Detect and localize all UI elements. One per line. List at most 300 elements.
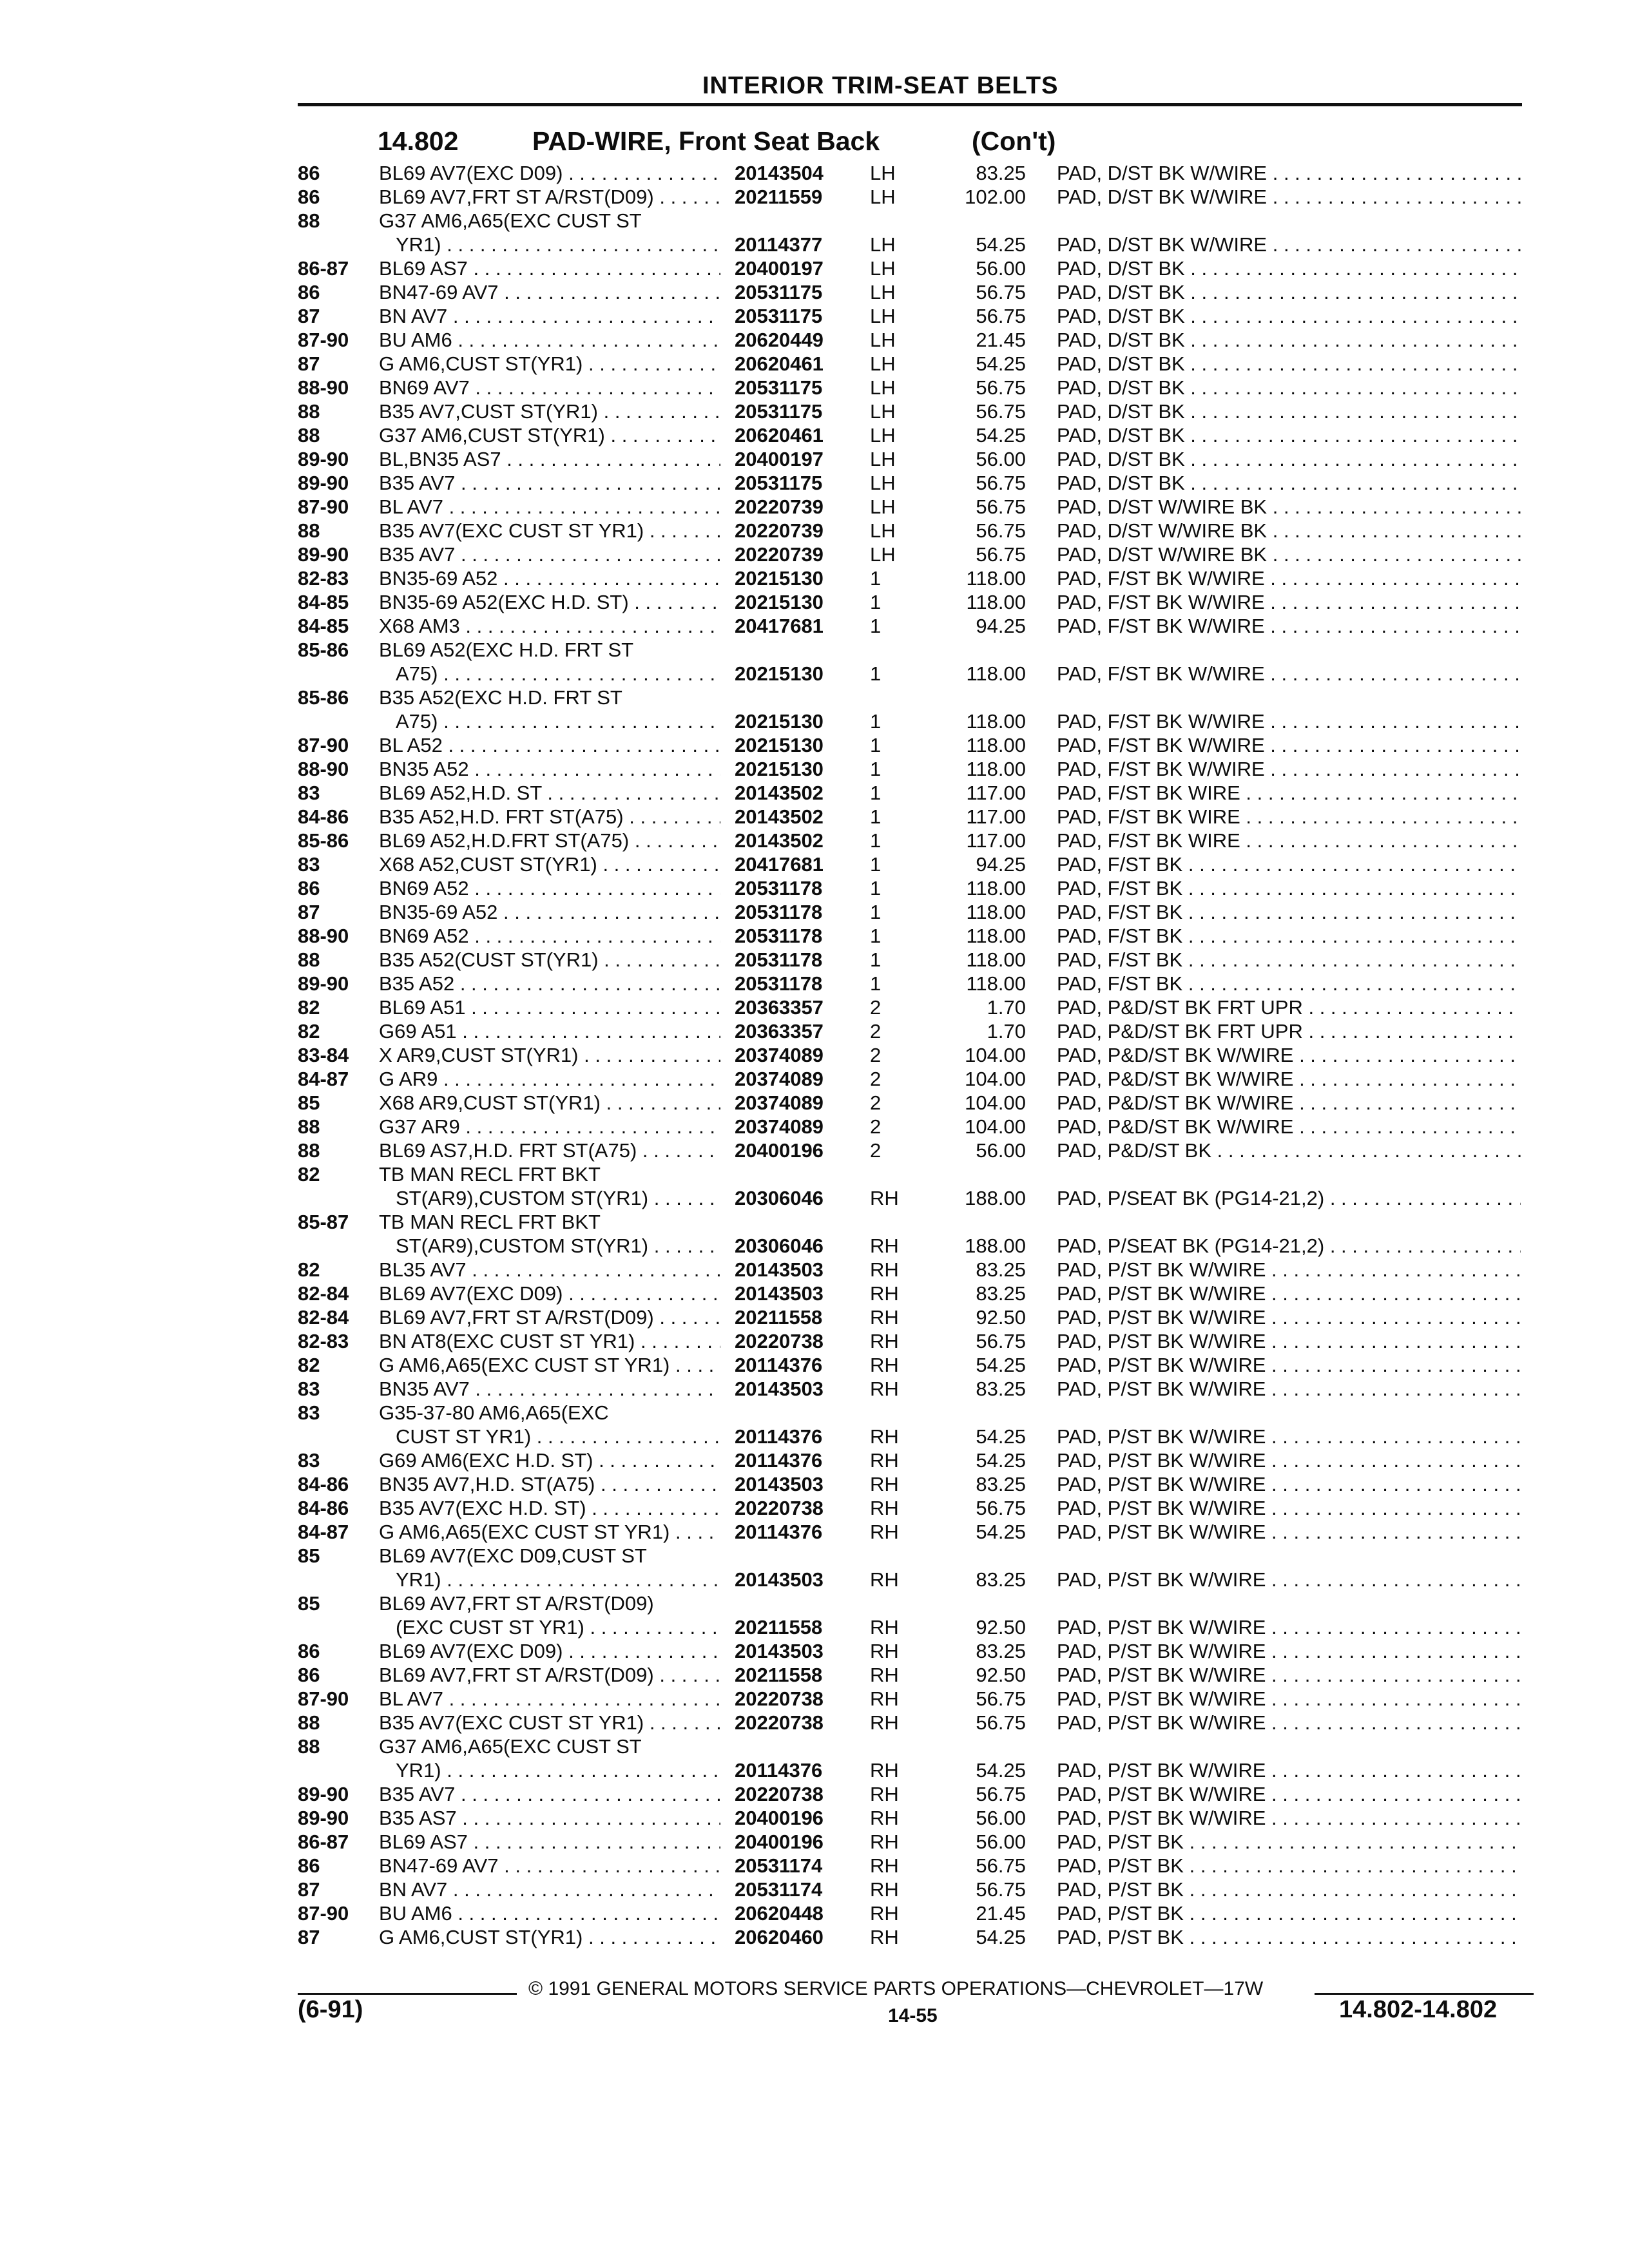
part-number: 20215130 <box>735 758 824 780</box>
part-number: 20531175 <box>735 376 823 399</box>
part-number: 20215130 <box>735 662 824 685</box>
year-range: 89-90 <box>298 448 349 470</box>
price: 56.75 <box>976 1783 1026 1805</box>
quantity: 2 <box>870 1091 882 1114</box>
table-row <box>0 1663 1629 1687</box>
part-number: 20531178 <box>735 877 823 899</box>
quantity: RH <box>870 1664 899 1686</box>
year-range: 86 <box>298 1640 320 1662</box>
table-row <box>0 1925 1629 1949</box>
part-number: 20143502 <box>735 782 824 804</box>
quantity: 2 <box>870 996 882 1019</box>
year-range: 88 <box>298 424 320 447</box>
table-row <box>0 590 1629 614</box>
year-range: 86 <box>298 162 320 184</box>
quantity: RH <box>870 1640 899 1662</box>
table-row <box>0 543 1629 566</box>
table-row <box>0 185 1629 209</box>
year-range: 88 <box>298 1139 320 1162</box>
model-description: X AR9,CUST ST(YR1) . . . <box>379 1043 720 1067</box>
table-row <box>0 1186 1629 1210</box>
year-range: 89-90 <box>298 472 349 494</box>
part-name: PAD, P/ST BK W/WIRE . . . <box>1057 1663 1521 1687</box>
quantity: 2 <box>870 1044 882 1066</box>
table-row <box>0 805 1629 829</box>
table-row <box>0 1735 1629 1758</box>
model-description: B35 A52(EXC H.D. FRT ST <box>379 686 622 709</box>
year-range: 89-90 <box>298 1783 349 1805</box>
part-name: PAD, F/ST BK WIRE . . . <box>1057 805 1521 829</box>
price: 54.25 <box>976 1354 1026 1376</box>
table-row <box>0 352 1629 376</box>
part-number: 20363357 <box>735 996 824 1019</box>
quantity: RH <box>870 1330 899 1352</box>
table-row <box>0 1448 1629 1472</box>
table-row <box>0 1258 1629 1282</box>
year-range: 88-90 <box>298 376 349 399</box>
part-number: 20143503 <box>735 1282 824 1305</box>
quantity: RH <box>870 1449 899 1472</box>
quantity: 1 <box>870 710 882 733</box>
model-description: YR1) . . . <box>379 233 720 256</box>
quantity: 1 <box>870 901 882 923</box>
year-range: 82 <box>298 1354 320 1376</box>
part-name: PAD, P&D/ST BK . . . <box>1057 1139 1521 1162</box>
price: 92.50 <box>976 1664 1026 1686</box>
year-range: 87 <box>298 352 320 375</box>
table-row <box>0 757 1629 781</box>
model-description: BN69 AV7 . . . <box>379 376 720 399</box>
model-description: TB MAN RECL FRT BKT <box>379 1163 601 1186</box>
quantity: RH <box>870 1354 899 1376</box>
part-number: 20114376 <box>735 1521 823 1543</box>
part-name: PAD, P/ST BK W/WIRE . . . <box>1057 1758 1521 1782</box>
part-number: 20620461 <box>735 352 824 375</box>
part-name: PAD, P/ST BK . . . <box>1057 1830 1521 1854</box>
price: 83.25 <box>976 1282 1026 1305</box>
part-name: PAD, D/ST BK . . . <box>1057 399 1521 423</box>
year-range: 87 <box>298 901 320 923</box>
page-title: INTERIOR TRIM-SEAT BELTS <box>702 72 1059 99</box>
price: 1.70 <box>987 996 1026 1019</box>
year-range: 84-85 <box>298 615 349 637</box>
model-description: ST(AR9),CUSTOM ST(YR1) . . . <box>379 1186 720 1210</box>
model-description: B35 A52 . . . <box>379 972 720 995</box>
year-range: 82-84 <box>298 1306 349 1329</box>
price: 56.75 <box>976 1687 1026 1710</box>
model-description: TB MAN RECL FRT BKT <box>379 1211 601 1233</box>
model-description: G AM6,CUST ST(YR1) . . . <box>379 352 720 376</box>
part-number: 20211559 <box>735 186 823 208</box>
part-number: 20143502 <box>735 805 824 828</box>
quantity: RH <box>870 1258 899 1281</box>
part-number: 20220739 <box>735 543 824 566</box>
part-name: PAD, P/ST BK . . . <box>1057 1925 1521 1949</box>
price: 54.25 <box>976 352 1026 375</box>
part-number: 20531178 <box>735 948 823 971</box>
price: 56.75 <box>976 1497 1026 1519</box>
price: 54.25 <box>976 1926 1026 1948</box>
table-row <box>0 1115 1629 1139</box>
price: 56.75 <box>976 1711 1026 1734</box>
table-row <box>0 1329 1629 1353</box>
table-row <box>0 1067 1629 1091</box>
model-description: ST(AR9),CUSTOM ST(YR1) . . . <box>379 1234 720 1258</box>
part-name: PAD, P&D/ST BK W/WIRE . . . <box>1057 1115 1521 1139</box>
model-description: BN35 AV7,H.D. ST(A75) . . . <box>379 1472 720 1496</box>
quantity: 2 <box>870 1020 882 1043</box>
year-range: 88 <box>298 948 320 971</box>
footer-date: (6-91) <box>298 1996 363 2023</box>
year-range: 87-90 <box>298 1687 349 1710</box>
quantity: LH <box>870 472 896 494</box>
year-range: 84-86 <box>298 1473 349 1495</box>
part-name: PAD, P/ST BK W/WIRE . . . <box>1057 1806 1521 1830</box>
table-row <box>0 209 1629 233</box>
table-row <box>0 972 1629 995</box>
table-row <box>0 1139 1629 1162</box>
quantity: LH <box>870 448 896 470</box>
table-row <box>0 1854 1629 1878</box>
table-row <box>0 662 1629 686</box>
quantity: 1 <box>870 734 882 756</box>
quantity: RH <box>870 1807 899 1829</box>
table-row <box>0 614 1629 638</box>
part-number: 20114376 <box>735 1354 823 1376</box>
year-range: 86-87 <box>298 1831 349 1853</box>
year-range: 82 <box>298 1258 320 1281</box>
part-name: PAD, D/ST BK . . . <box>1057 423 1521 447</box>
part-number: 20620461 <box>735 424 824 447</box>
price: 54.25 <box>976 424 1026 447</box>
part-name: PAD, P/ST BK W/WIRE . . . <box>1057 1282 1521 1305</box>
table-row <box>0 852 1629 876</box>
price: 56.75 <box>976 1878 1026 1901</box>
model-description: B35 AV7(EXC CUST ST YR1) . . . <box>379 519 720 543</box>
part-name: PAD, P/ST BK W/WIRE . . . <box>1057 1615 1521 1639</box>
model-description: BN69 A52 . . . <box>379 876 720 900</box>
model-description: B35 AV7 . . . <box>379 471 720 495</box>
price: 118.00 <box>966 948 1026 971</box>
year-range: 86 <box>298 1664 320 1686</box>
part-name: PAD, F/ST BK . . . <box>1057 876 1521 900</box>
part-name: PAD, P/ST BK W/WIRE . . . <box>1057 1520 1521 1544</box>
table-row <box>0 924 1629 948</box>
year-range: 85 <box>298 1544 320 1567</box>
model-description: X68 AR9,CUST ST(YR1) . . . <box>379 1091 720 1115</box>
part-number: 20220738 <box>735 1687 824 1710</box>
model-description: BN47-69 AV7 . . . <box>379 1854 720 1878</box>
part-number: 20531174 <box>735 1878 823 1901</box>
part-name: PAD, D/ST BK . . . <box>1057 328 1521 352</box>
year-range: 83-84 <box>298 1044 349 1066</box>
year-range: 84-86 <box>298 805 349 828</box>
model-description: B35 AV7 . . . <box>379 543 720 566</box>
table-row <box>0 1162 1629 1186</box>
model-description: G AM6,CUST ST(YR1) . . . <box>379 1925 720 1949</box>
part-number: 20220738 <box>735 1497 824 1519</box>
quantity: RH <box>870 1187 899 1209</box>
part-number: 20143503 <box>735 1640 824 1662</box>
model-description: B35 A52(CUST ST(YR1) . . . <box>379 948 720 972</box>
table-row <box>0 709 1629 733</box>
footer-rule-left <box>298 1993 517 1995</box>
model-description: BL,BN35 AS7 . . . <box>379 447 720 471</box>
part-name: PAD, P/ST BK W/WIRE . . . <box>1057 1782 1521 1806</box>
table-row <box>0 1639 1629 1663</box>
price: 56.00 <box>976 1807 1026 1829</box>
part-name: PAD, D/ST BK . . . <box>1057 280 1521 304</box>
quantity: RH <box>870 1306 899 1329</box>
part-name: PAD, F/ST BK WIRE . . . <box>1057 829 1521 852</box>
price: 54.25 <box>976 1759 1026 1782</box>
part-number: 20400196 <box>735 1807 824 1829</box>
table-row <box>0 1234 1629 1258</box>
quantity: RH <box>870 1616 899 1639</box>
quantity: 1 <box>870 805 882 828</box>
quantity: LH <box>870 233 896 256</box>
price: 188.00 <box>965 1235 1026 1257</box>
price: 104.00 <box>965 1068 1026 1090</box>
quantity: 2 <box>870 1115 882 1138</box>
model-description: BL69 AV7,FRT ST A/RST(D09) . . . <box>379 1663 720 1687</box>
year-range: 88 <box>298 1711 320 1734</box>
price: 94.25 <box>976 853 1026 876</box>
model-description: G37 AR9 . . . <box>379 1115 720 1139</box>
part-name: PAD, P/ST BK W/WIRE . . . <box>1057 1353 1521 1377</box>
part-name: PAD, D/ST BK W/WIRE . . . <box>1057 233 1521 256</box>
part-name: PAD, D/ST W/WIRE BK . . . <box>1057 519 1521 543</box>
part-name: PAD, P/ST BK W/WIRE . . . <box>1057 1448 1521 1472</box>
model-description: BU AM6 . . . <box>379 1901 720 1925</box>
price: 117.00 <box>966 805 1026 828</box>
table-row <box>0 1806 1629 1830</box>
price: 118.00 <box>966 972 1026 995</box>
model-description: BL69 AV7(EXC D09) . . . <box>379 161 720 185</box>
price: 56.75 <box>976 400 1026 423</box>
table-row <box>0 447 1629 471</box>
part-number: 20220739 <box>735 495 824 518</box>
model-description: G69 AM6(EXC H.D. ST) . . . <box>379 1448 720 1472</box>
quantity: LH <box>870 495 896 518</box>
model-description: G35-37-80 AM6,A65(EXC <box>379 1401 609 1424</box>
table-row <box>0 1091 1629 1115</box>
year-range: 88 <box>298 519 320 542</box>
price: 104.00 <box>965 1091 1026 1114</box>
quantity: RH <box>870 1687 899 1710</box>
part-number: 20374089 <box>735 1115 824 1138</box>
model-description: A75) . . . <box>379 662 720 686</box>
part-number: 20531178 <box>735 901 823 923</box>
table-row <box>0 1782 1629 1806</box>
part-number: 20211558 <box>735 1616 823 1639</box>
price: 118.00 <box>966 925 1026 947</box>
part-name: PAD, F/ST BK . . . <box>1057 852 1521 876</box>
year-range: 87-90 <box>298 1902 349 1925</box>
part-name: PAD, P/ST BK W/WIRE . . . <box>1057 1258 1521 1282</box>
price: 118.00 <box>966 734 1026 756</box>
part-name: PAD, P/ST BK . . . <box>1057 1878 1521 1901</box>
price: 21.45 <box>976 1902 1026 1925</box>
part-number: 20400196 <box>735 1831 824 1853</box>
quantity: RH <box>870 1521 899 1543</box>
quantity: RH <box>870 1282 899 1305</box>
quantity: LH <box>870 543 896 566</box>
table-row <box>0 995 1629 1019</box>
price: 56.75 <box>976 472 1026 494</box>
price: 56.75 <box>976 543 1026 566</box>
model-description: BN AV7 . . . <box>379 1878 720 1901</box>
price: 92.50 <box>976 1306 1026 1329</box>
quantity: RH <box>870 1783 899 1805</box>
footer-copyright: © 1991 GENERAL MOTORS SERVICE PARTS OPERATIONS—CHEVROLET—17W <box>528 1978 1264 1999</box>
part-number: 20211558 <box>735 1306 823 1329</box>
quantity: 1 <box>870 615 882 637</box>
table-row <box>0 1210 1629 1234</box>
year-range: 89-90 <box>298 972 349 995</box>
model-description: BN AV7 . . . <box>379 304 720 328</box>
year-range: 88-90 <box>298 925 349 947</box>
table-row <box>0 1425 1629 1448</box>
part-name: PAD, P/SEAT BK (PG14-21,2) . . . <box>1057 1186 1521 1210</box>
year-range: 87-90 <box>298 734 349 756</box>
part-name: PAD, D/ST BK . . . <box>1057 256 1521 280</box>
table-row <box>0 1830 1629 1854</box>
price: 56.75 <box>976 519 1026 542</box>
quantity: RH <box>870 1378 899 1400</box>
price: 56.00 <box>976 1831 1026 1853</box>
part-name: PAD, P/ST BK . . . <box>1057 1854 1521 1878</box>
part-name: PAD, P&D/ST BK FRT UPR . . . <box>1057 1019 1521 1043</box>
table-row <box>0 1901 1629 1925</box>
table-row <box>0 1758 1629 1782</box>
quantity: RH <box>870 1854 899 1877</box>
part-name: PAD, F/ST BK W/WIRE . . . <box>1057 733 1521 757</box>
table-row <box>0 1615 1629 1639</box>
model-description: BN35-69 A52 . . . <box>379 566 720 590</box>
table-row <box>0 280 1629 304</box>
year-range: 82 <box>298 1020 320 1043</box>
table-row <box>0 733 1629 757</box>
part-name: PAD, D/ST BK . . . <box>1057 471 1521 495</box>
section-name: PAD-WIRE, Front Seat Back <box>532 126 880 156</box>
table-row <box>0 1282 1629 1305</box>
quantity: LH <box>870 305 896 327</box>
table-row <box>0 900 1629 924</box>
quantity: 1 <box>870 758 882 780</box>
model-description: BL69 A51 . . . <box>379 995 720 1019</box>
price: 117.00 <box>966 782 1026 804</box>
year-range: 85 <box>298 1091 320 1114</box>
year-range: 88-90 <box>298 758 349 780</box>
model-description: (EXC CUST ST YR1) . . . <box>379 1615 720 1639</box>
price: 118.00 <box>966 758 1026 780</box>
quantity: 1 <box>870 877 882 899</box>
quantity: LH <box>870 424 896 447</box>
table-row <box>0 781 1629 805</box>
part-number: 20400197 <box>735 257 824 280</box>
part-number: 20215130 <box>735 567 824 590</box>
table-row <box>0 161 1629 185</box>
quantity: 1 <box>870 782 882 804</box>
quantity: LH <box>870 400 896 423</box>
model-description: BL69 A52,H.D. ST . . . <box>379 781 720 805</box>
part-name: PAD, D/ST BK W/WIRE . . . <box>1057 161 1521 185</box>
part-number: 20400197 <box>735 448 824 470</box>
part-name: PAD, F/ST BK . . . <box>1057 972 1521 995</box>
part-number: 20220738 <box>735 1783 824 1805</box>
part-name: PAD, D/ST BK . . . <box>1057 447 1521 471</box>
quantity: RH <box>870 1235 899 1257</box>
part-name: PAD, P/ST BK W/WIRE . . . <box>1057 1377 1521 1401</box>
price: 54.25 <box>976 1521 1026 1543</box>
quantity: 2 <box>870 1068 882 1090</box>
model-description: G37 AM6,CUST ST(YR1) . . . <box>379 423 720 447</box>
table-row <box>0 328 1629 352</box>
table-row <box>0 376 1629 399</box>
model-description: BL69 AV7,FRT ST A/RST(D09) . . . <box>379 1305 720 1329</box>
year-range: 84-87 <box>298 1068 349 1090</box>
quantity: 1 <box>870 567 882 590</box>
model-description: BL69 AV7(EXC D09,CUST ST <box>379 1544 647 1567</box>
quantity: 1 <box>870 853 882 876</box>
year-range: 85 <box>298 1592 320 1615</box>
year-range: 86 <box>298 877 320 899</box>
price: 56.75 <box>976 1330 1026 1352</box>
part-number: 20143503 <box>735 1568 824 1591</box>
quantity: LH <box>870 162 896 184</box>
part-number: 20114376 <box>735 1449 823 1472</box>
price: 56.75 <box>976 495 1026 518</box>
table-row <box>0 1019 1629 1043</box>
part-name: PAD, D/ST W/WIRE BK . . . <box>1057 543 1521 566</box>
part-name: PAD, F/ST BK W/WIRE . . . <box>1057 709 1521 733</box>
quantity: 1 <box>870 829 882 852</box>
quantity: RH <box>870 1473 899 1495</box>
year-range: 83 <box>298 853 320 876</box>
part-number: 20531175 <box>735 281 823 303</box>
model-description: BL69 AS7,H.D. FRT ST(A75) . . . <box>379 1139 720 1162</box>
quantity: RH <box>870 1902 899 1925</box>
part-name: PAD, P/SEAT BK (PG14-21,2) . . . <box>1057 1234 1521 1258</box>
table-row <box>0 471 1629 495</box>
table-row <box>0 1043 1629 1067</box>
table-row <box>0 1353 1629 1377</box>
model-description: BN35-69 A52 . . . <box>379 900 720 924</box>
model-description: G37 AM6,A65(EXC CUST ST <box>379 209 642 232</box>
footer-page-number: 14-55 <box>888 2005 938 2026</box>
quantity: LH <box>870 519 896 542</box>
part-number: 20143503 <box>735 1258 824 1281</box>
part-number: 20417681 <box>735 853 824 876</box>
section-number: 14.802 <box>378 126 459 156</box>
table-row <box>0 256 1629 280</box>
part-name: PAD, P/ST BK W/WIRE . . . <box>1057 1711 1521 1735</box>
part-name: PAD, F/ST BK W/WIRE . . . <box>1057 662 1521 686</box>
year-range: 86 <box>298 281 320 303</box>
model-description: BL69 AV7(EXC D09) . . . <box>379 1639 720 1663</box>
year-range: 85-87 <box>298 1211 349 1233</box>
part-number: 20620460 <box>735 1926 824 1948</box>
part-name: PAD, D/ST BK . . . <box>1057 376 1521 399</box>
table-row <box>0 829 1629 852</box>
quantity: RH <box>870 1711 899 1734</box>
price: 118.00 <box>966 591 1026 613</box>
model-description: BL AV7 . . . <box>379 495 720 519</box>
price: 104.00 <box>965 1044 1026 1066</box>
year-range: 82 <box>298 1163 320 1186</box>
quantity: RH <box>870 1759 899 1782</box>
